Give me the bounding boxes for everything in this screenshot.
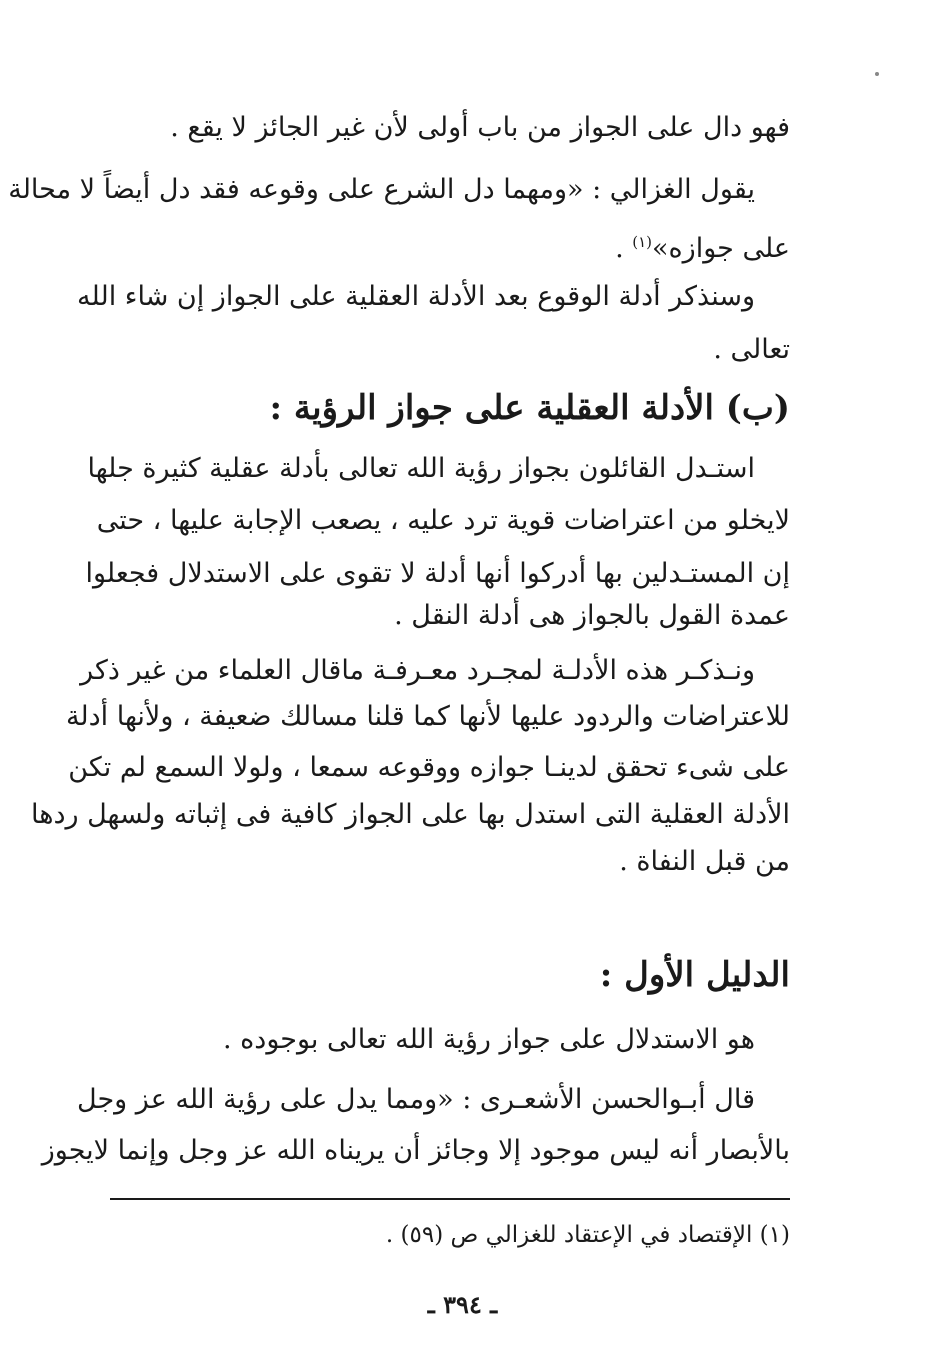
text-line: بالأبصار أنه ليس موجود إلا وجائز أن يريناه الله عز وجل وإنما لايجوز — [41, 1135, 790, 1166]
text-line: يقول الغزالي : «ومهما دل الشرع على وقوعه فقد دل أيضاً لا محالة — [8, 174, 755, 205]
quote-end-text: على جوازه» — [652, 233, 790, 264]
text-line: على شىء تحقق لدينـا جوازه ووقوعه سمعا ، ولولا السمع لم تكن — [68, 752, 790, 783]
text-line: عمدة القول بالجواز هى أدلة النقل . — [394, 600, 790, 631]
line-end-mark: . — [615, 233, 633, 264]
text-line: هو الاستدلال على جواز رؤية الله تعالى بوجوده . — [223, 1024, 755, 1055]
text-line: إن المستـدلين بها أدركوا أنها أدلة لا تقوى على الاستدلال فجعلوا — [85, 558, 790, 589]
text-line: للاعتراضات والردود عليها لأنها كما قلنا مسالك ضعيفة ، ولأنها أدلة — [65, 701, 790, 732]
text-line: تعالى . — [713, 334, 790, 365]
text-line: ونـذكـر هذه الأدلـة لمجـرد معـرفـة ماقال العلماء من غير ذكر — [80, 655, 755, 686]
section-heading: الدليل الأول : — [599, 955, 790, 995]
text-line: لايخلو من اعتراضات قوية ترد عليه ، يصعب الإجابة عليها ، حتى — [96, 505, 790, 536]
text-line: استـدل القائلون بجواز رؤية الله تعالى بأدلة عقلية كثيرة جلها — [87, 453, 755, 484]
text-line: فهو دال على الجواز من باب أولى لأن غير الجائز لا يقع . — [170, 112, 790, 143]
footnote: (١) الإقتصاد في الإعتقاد للغزالي ص (٥٩) . — [385, 1222, 790, 1248]
scan-speck — [875, 72, 879, 76]
text-line: من قبل النفاة . — [619, 846, 790, 877]
text-line: قال أبـوالحسن الأشعـرى : «ومما يدل على رؤية الله عز وجل — [77, 1084, 755, 1115]
text-line: وسنذكر أدلة الوقوع بعد الأدلة العقلية على الجواز إن شاء الله — [77, 281, 755, 312]
text-line: الأدلة العقلية التى استدل بها على الجواز كافية فى إثباته ولسهل ردها — [30, 799, 790, 830]
footnote-divider — [110, 1198, 790, 1200]
footnote-reference: (١) — [632, 233, 653, 251]
text-line — [110, 222, 790, 269]
page-number: ـ ٣٩٤ ـ — [427, 1290, 498, 1319]
section-heading: (ب) الأدلة العقلية على جواز الرؤية : — [269, 388, 790, 428]
